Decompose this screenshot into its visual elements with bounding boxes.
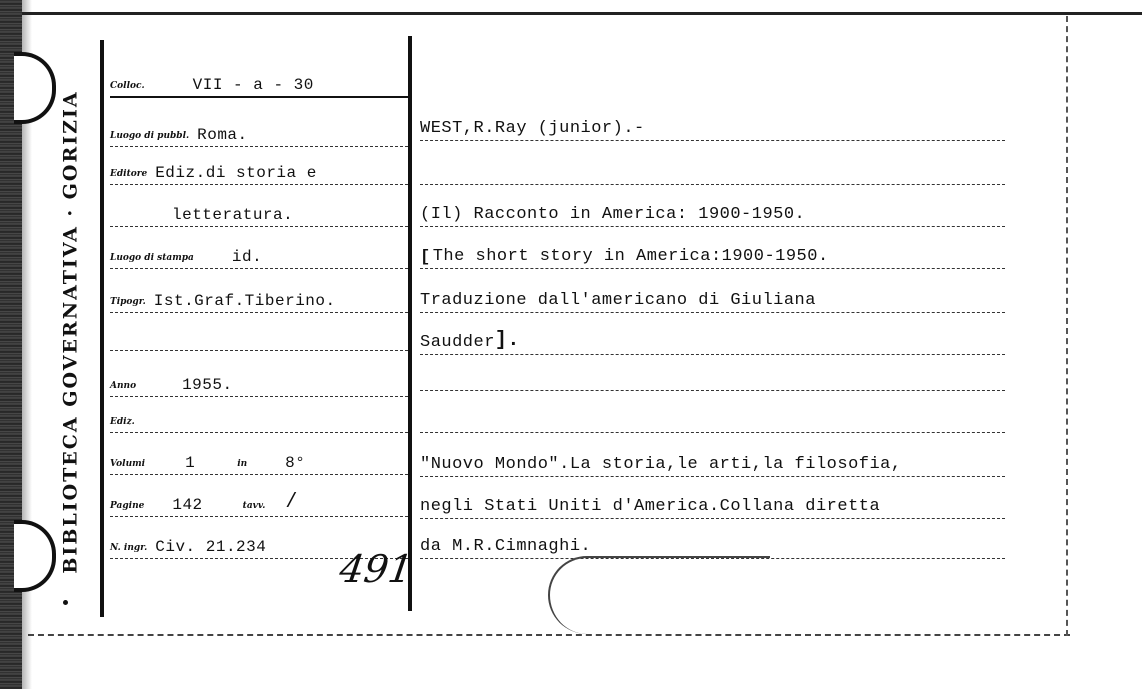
year-row bbox=[110, 368, 408, 397]
blank-row bbox=[110, 322, 408, 351]
print-place-value: id. bbox=[231, 248, 263, 266]
original-title-line bbox=[420, 240, 1005, 269]
printer-value: Ist.Graf.Tiberino. bbox=[153, 292, 336, 310]
year-label: Anno bbox=[110, 381, 137, 391]
series-line-3 bbox=[420, 530, 1005, 559]
plates-value: / bbox=[285, 491, 298, 514]
plates-label: tavv. bbox=[242, 501, 266, 511]
punch-hole-top bbox=[14, 52, 56, 124]
volumes-value: 1 bbox=[185, 454, 196, 472]
edition-row bbox=[110, 404, 408, 433]
publisher-value-cont: letteratura. bbox=[172, 206, 294, 224]
title-line bbox=[420, 198, 1005, 227]
library-name-vertical bbox=[52, 82, 90, 582]
bracket-close: ]. bbox=[494, 329, 520, 352]
blank-line-2 bbox=[420, 362, 1005, 391]
printer-row bbox=[110, 284, 408, 313]
blank-line-3 bbox=[420, 404, 1005, 433]
print-place-row bbox=[110, 240, 408, 269]
format-value: 8° bbox=[285, 454, 306, 472]
publisher-value: Ediz.di storia e bbox=[155, 164, 317, 182]
handwritten-number: 491 bbox=[336, 547, 416, 591]
place-value: Roma. bbox=[197, 126, 248, 144]
publisher-row-2 bbox=[110, 198, 408, 227]
collocation-row bbox=[110, 68, 408, 98]
printer-label: Tipogr. bbox=[110, 297, 146, 307]
pages-row bbox=[110, 488, 408, 517]
place-row bbox=[110, 118, 408, 147]
collocation-label: Colloc. bbox=[110, 81, 145, 91]
translation-value-1: Traduzione dall'americano di Giuliana bbox=[420, 291, 816, 310]
blank-line-1 bbox=[420, 156, 1005, 185]
volumes-row bbox=[110, 446, 408, 475]
bracket-open: [ bbox=[420, 248, 431, 267]
inventory-value: Civ. 21.234 bbox=[155, 538, 267, 556]
edition-label: Ediz. bbox=[110, 417, 135, 427]
inventory-label: N. ingr. bbox=[110, 543, 148, 553]
library-name: BIBLIOTECA GOVERNATIVA · GORIZIA bbox=[60, 90, 83, 574]
series-line-1 bbox=[420, 448, 1005, 477]
card-bottom-border bbox=[28, 634, 1070, 636]
format-label: in bbox=[237, 459, 248, 469]
punch-hole-bottom bbox=[14, 520, 56, 592]
print-place-label: Luogo di stampa bbox=[110, 253, 194, 263]
translation-line-1 bbox=[420, 284, 1005, 313]
author-value: WEST,R.Ray (junior).- bbox=[420, 119, 645, 138]
publisher-label: Editore bbox=[110, 169, 148, 179]
collocation-value: VII - a - 30 bbox=[192, 76, 314, 94]
series-value-1: "Nuovo Mondo".La storia,le arti,la filosofia, bbox=[420, 455, 902, 474]
left-divider-line bbox=[100, 40, 104, 617]
center-divider-line bbox=[408, 36, 412, 611]
author-line bbox=[420, 112, 1005, 141]
pages-label: Pagine bbox=[110, 501, 145, 511]
card-right-border bbox=[1066, 16, 1068, 636]
stamp-outline bbox=[548, 556, 770, 634]
title-value: (Il) Racconto in America: 1900-1950. bbox=[420, 205, 806, 224]
bullet-dot bbox=[63, 600, 68, 605]
original-title-value: The short story in America:1900-1950. bbox=[432, 247, 829, 266]
translation-line-2 bbox=[420, 326, 1005, 355]
year-value: 1955. bbox=[182, 376, 233, 394]
pages-value: 142 bbox=[172, 496, 203, 514]
volumes-label: Volumi bbox=[110, 459, 146, 469]
series-line-2 bbox=[420, 490, 1005, 519]
series-value-2: negli Stati Uniti d'America.Collana diretta bbox=[420, 497, 881, 516]
series-value-3: da M.R.Cimnaghi. bbox=[420, 537, 592, 556]
translation-value-2: Saudder bbox=[420, 333, 495, 352]
place-label: Luogo di pubbl. bbox=[110, 131, 190, 141]
publisher-row bbox=[110, 156, 408, 185]
card-top-border bbox=[22, 12, 1142, 15]
